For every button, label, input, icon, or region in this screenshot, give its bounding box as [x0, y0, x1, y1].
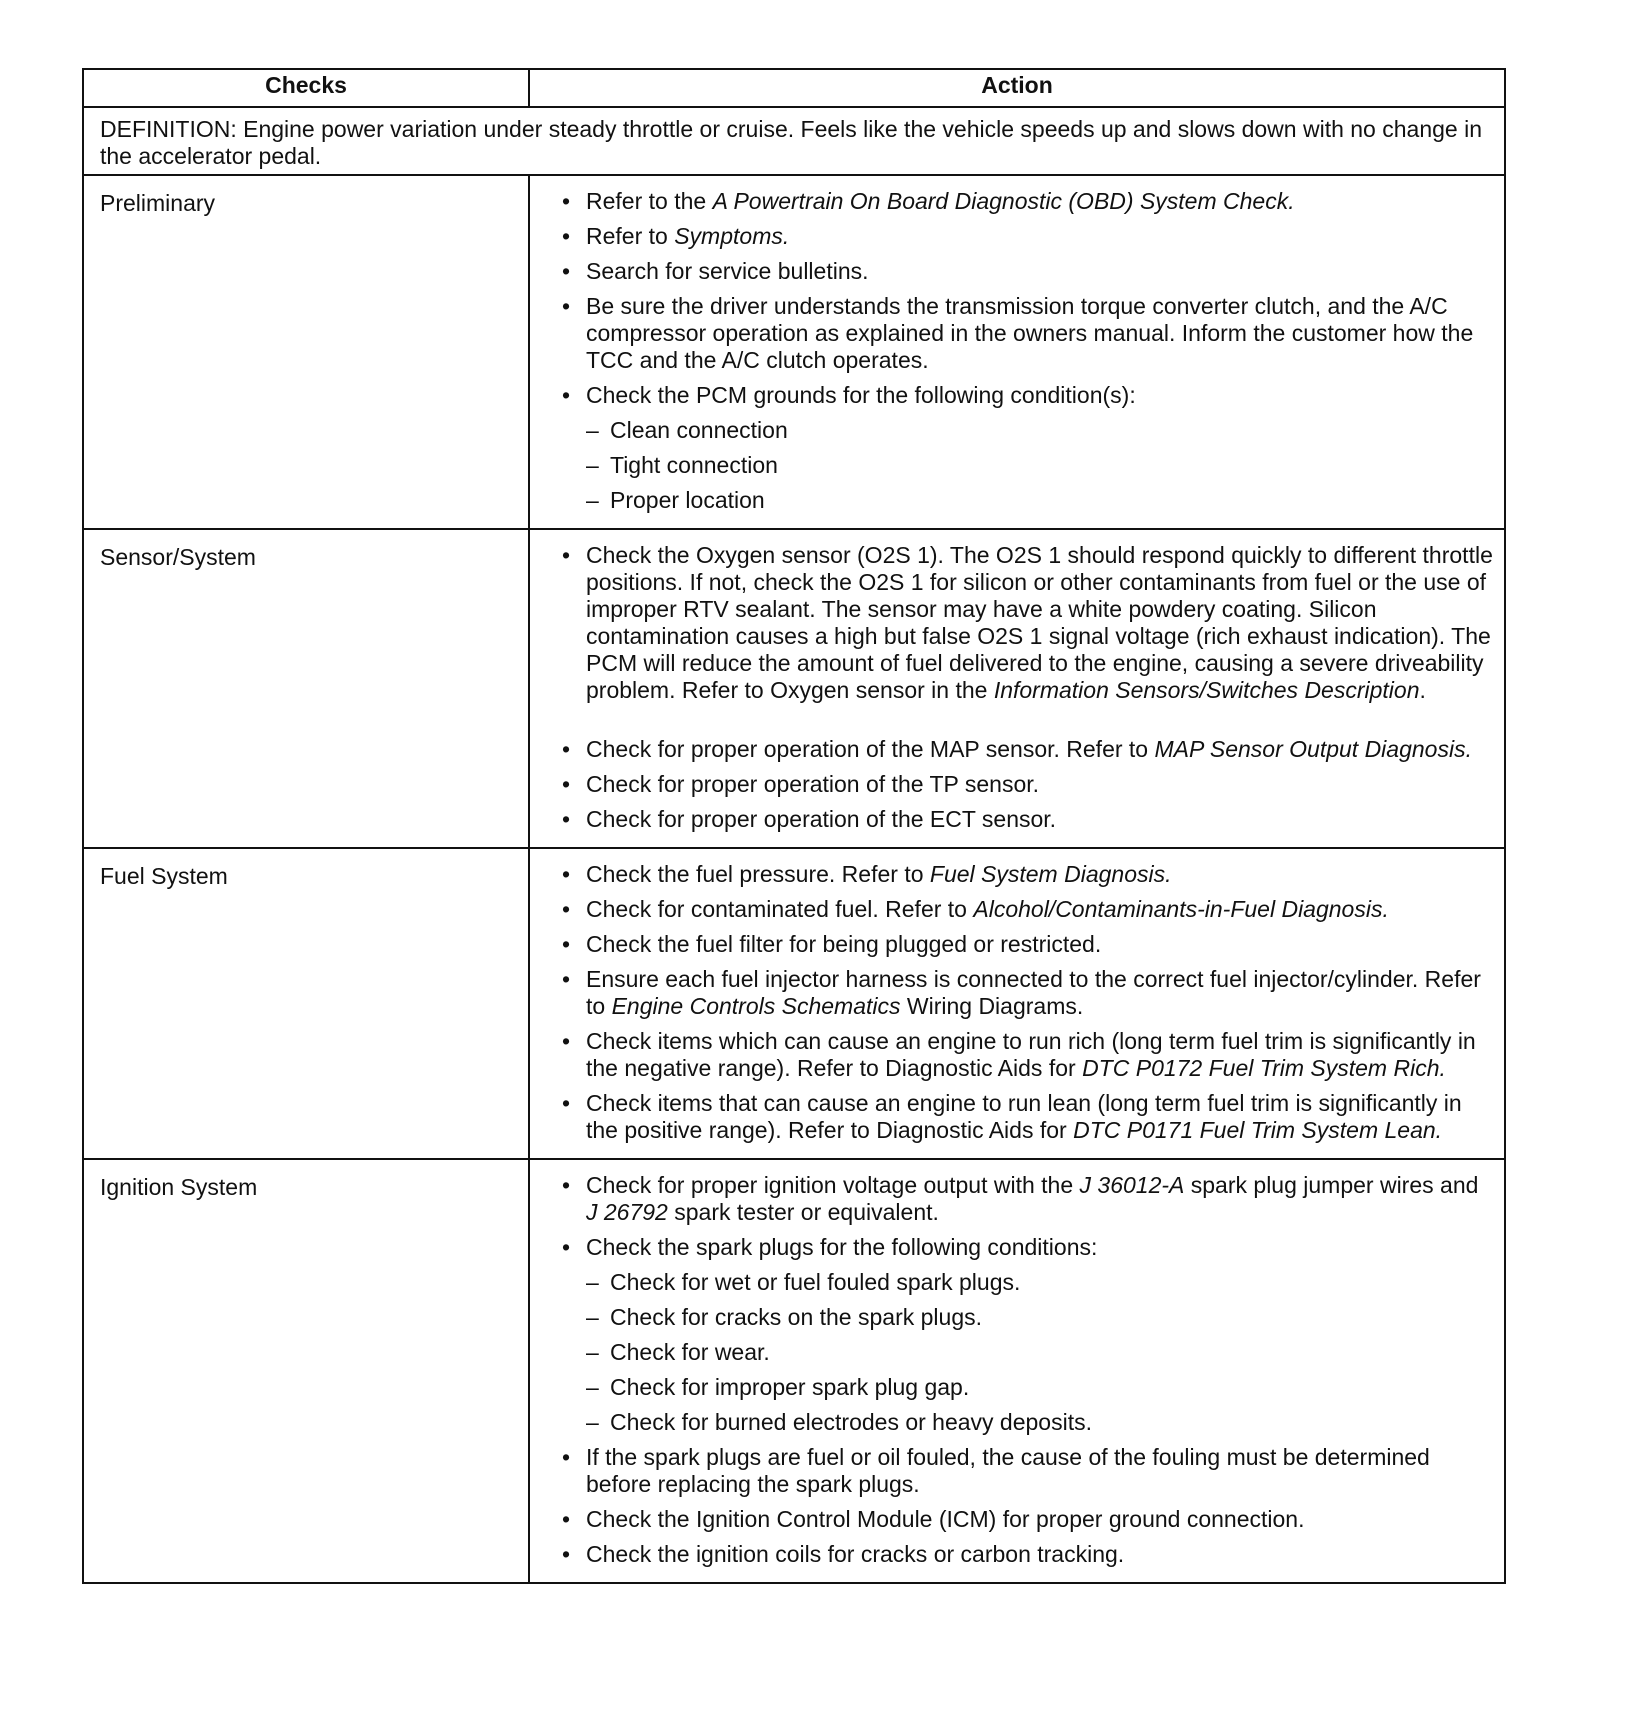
reference-link-text: Fuel System Diagnosis.: [929, 861, 1172, 887]
text-run: Check for proper operation of the MAP sensor. Refer to: [586, 736, 1155, 762]
action-item: [560, 542, 1494, 704]
action-item: [560, 293, 1494, 374]
bullet-glyph: •: [562, 771, 571, 797]
action-text: [586, 966, 1481, 1019]
dash-glyph: –: [586, 1339, 599, 1365]
dash-glyph: –: [586, 1409, 599, 1435]
sub-item: [586, 1374, 1494, 1401]
bullet-glyph: •: [562, 258, 571, 284]
reference-link-text: Symptoms.: [674, 223, 790, 249]
sub-item-text: Check for improper spark plug gap.: [610, 1374, 970, 1400]
action-item: [560, 1172, 1494, 1226]
action-item: [560, 736, 1494, 763]
action-list: [560, 861, 1494, 1144]
text-run: Check for proper operation of the ECT sensor.: [586, 806, 1057, 832]
action-list: [560, 188, 1494, 514]
sub-item: [586, 1269, 1494, 1296]
text-run: Check the fuel pressure. Refer to: [586, 861, 930, 887]
action-text: [586, 896, 1389, 922]
bullet-glyph: •: [562, 966, 571, 992]
bullet-glyph: •: [562, 1234, 571, 1260]
action-text: [586, 1090, 1462, 1143]
sub-item: [586, 1409, 1494, 1436]
text-run: Check for proper operation of the TP sensor.: [586, 771, 1040, 797]
diagnostic-table: [82, 68, 1506, 1584]
action-item: [560, 1234, 1494, 1436]
sub-item-text: Check for cracks on the spark plugs.: [610, 1304, 982, 1330]
action-item: [560, 931, 1494, 958]
action-text: [586, 382, 1136, 408]
table-body: [83, 107, 1505, 1583]
action-item: [560, 223, 1494, 250]
reference-link-text: DTC P0171 Fuel Trim System Lean.: [1073, 1117, 1443, 1143]
sub-item-text: Check for wet or fuel fouled spark plugs.: [610, 1269, 1021, 1295]
sub-list: [586, 417, 1494, 514]
bullet-glyph: •: [562, 861, 571, 887]
action-text: [586, 806, 1056, 832]
text-run: Be sure the driver understands the transmission torque converter clutch, and the A/C compressor operation as explained in the owners manual. Inform the customer how the TCC and the A/C clutch operates.: [586, 293, 1474, 373]
sub-item: [586, 417, 1494, 444]
action-text: [586, 1172, 1478, 1225]
bullet-glyph: •: [562, 223, 571, 249]
action-item: [560, 1541, 1494, 1568]
action-text: [586, 736, 1472, 762]
action-text: [586, 1506, 1304, 1532]
reference-link-text: DTC P0172 Fuel Trim System Rich.: [1082, 1055, 1446, 1081]
bullet-glyph: •: [562, 806, 571, 832]
bullet-glyph: •: [562, 1541, 571, 1567]
action-cell: [529, 848, 1505, 1159]
table-row: [83, 1159, 1505, 1583]
text-run: .: [1419, 677, 1426, 703]
text-run: Search for service bulletins.: [586, 258, 869, 284]
action-item: [560, 382, 1494, 514]
action-list: [560, 542, 1494, 833]
reference-link-text: Information Sensors/Switches Description: [993, 677, 1420, 703]
text-run: If the spark plugs are fuel or oil fouled, the cause of the fouling must be determined before replacing the spark plugs.: [586, 1444, 1430, 1497]
text-run: Check the PCM grounds for the following condition(s):: [586, 382, 1136, 408]
action-item: [560, 1090, 1494, 1144]
text-run: Refer to the: [586, 188, 713, 214]
action-item: [560, 1506, 1494, 1533]
action-item: [560, 188, 1494, 215]
action-header: Action: [529, 69, 1505, 107]
text-run: Check the ignition coils for cracks or carbon tracking.: [586, 1541, 1125, 1567]
reference-link-text: MAP Sensor Output Diagnosis.: [1154, 736, 1472, 762]
sub-list: [586, 1269, 1494, 1436]
bullet-glyph: •: [562, 931, 571, 957]
reference-link-text: A Powertrain On Board Diagnostic (OBD) System Check.: [712, 188, 1295, 214]
bullet-glyph: •: [562, 1028, 571, 1054]
action-cell: [529, 1159, 1505, 1583]
check-category: Preliminary: [83, 175, 529, 529]
action-item: [560, 966, 1494, 1020]
bullet-glyph: •: [562, 1172, 571, 1198]
text-run: Check items that can cause an engine to run lean (long term fuel trim is significantly in the positive range). Refer to Diagnostic Aids for: [586, 1090, 1462, 1143]
table-row: [83, 848, 1505, 1159]
action-item: [560, 771, 1494, 798]
text-run: Check items which can cause an engine to run rich (long term fuel trim is significantly in the negative range). Refer to Diagnostic Aids for: [586, 1028, 1476, 1081]
reference-link-text: J 26792: [586, 1199, 668, 1225]
action-item: [560, 1444, 1494, 1498]
action-item: [560, 258, 1494, 285]
action-text: [586, 223, 789, 249]
check-category: Sensor/System: [83, 529, 529, 848]
action-item: [560, 1028, 1494, 1082]
bullet-glyph: •: [562, 1090, 571, 1116]
action-text: [586, 188, 1295, 214]
sub-item-text: Check for burned electrodes or heavy deposits.: [610, 1409, 1092, 1435]
bullet-glyph: •: [562, 382, 571, 408]
sub-item-text: Clean connection: [610, 417, 788, 443]
action-text: [586, 771, 1039, 797]
dash-glyph: –: [586, 452, 599, 478]
sub-item-text: Proper location: [610, 487, 765, 513]
text-run: Check for contaminated fuel. Refer to: [586, 896, 974, 922]
text-run: Check the spark plugs for the following conditions:: [586, 1234, 1098, 1260]
sub-item: [586, 487, 1494, 514]
sub-item-text: Check for wear.: [610, 1339, 770, 1365]
definition-text: DEFINITION: Engine power variation under steady throttle or cruise. Feels like the vehicle speeds up and slows down with no change in the accelerator pedal.: [83, 107, 1505, 175]
bullet-glyph: •: [562, 542, 571, 568]
text-run: spark tester or equivalent.: [667, 1199, 939, 1225]
dash-glyph: –: [586, 487, 599, 513]
text-run: Check the fuel filter for being plugged or restricted.: [586, 931, 1102, 957]
dash-glyph: –: [586, 1304, 599, 1330]
bullet-glyph: •: [562, 896, 571, 922]
action-text: [586, 1234, 1097, 1260]
text-run: spark plug jumper wires and: [1184, 1172, 1479, 1198]
action-text: [586, 258, 869, 284]
text-run: Check the Ignition Control Module (ICM) for proper ground connection.: [586, 1506, 1305, 1532]
table-row: [83, 175, 1505, 529]
dash-glyph: –: [586, 1374, 599, 1400]
check-category: Ignition System: [83, 1159, 529, 1583]
action-cell: [529, 529, 1505, 848]
action-cell: [529, 175, 1505, 529]
text-run: Check for proper ignition voltage output with the: [586, 1172, 1080, 1198]
sub-item: [586, 1339, 1494, 1366]
bullet-glyph: •: [562, 188, 571, 214]
reference-link-text: Engine Controls Schematics: [611, 993, 901, 1019]
sub-item: [586, 452, 1494, 479]
bullet-glyph: •: [562, 1444, 571, 1470]
sub-item-text: Tight connection: [610, 452, 778, 478]
text-run: Refer to: [586, 223, 675, 249]
text-run: Check the Oxygen sensor (O2S 1). The O2S 1 should respond quickly to different throttle positions. If not, check the O2S 1 for silicon or other contaminants from fuel or the use of improper RTV sealant. The sensor may have a white powdery coating. Silicon contamination causes a high but false O2S 1 signal voltage (rich exhaust indication). The PCM will reduce the amount of fuel delivered to the engine, causing a severe driveability problem. Refer to Oxygen sensor in the: [586, 542, 1493, 703]
reference-link-text: J 36012-A: [1079, 1172, 1185, 1198]
bullet-glyph: •: [562, 293, 571, 319]
action-text: [586, 542, 1493, 703]
checks-header: Checks: [83, 69, 529, 107]
sub-item: [586, 1304, 1494, 1331]
bullet-glyph: •: [562, 1506, 571, 1532]
action-list: [560, 1172, 1494, 1568]
text-run: Wiring Diagrams.: [900, 993, 1084, 1019]
action-text: [586, 931, 1101, 957]
action-text: [586, 861, 1171, 887]
action-item: [560, 806, 1494, 833]
table-row: [83, 529, 1505, 848]
dash-glyph: –: [586, 417, 599, 443]
bullet-glyph: •: [562, 736, 571, 762]
dash-glyph: –: [586, 1269, 599, 1295]
reference-link-text: Alcohol/Contaminants-in-Fuel Diagnosis.: [973, 896, 1389, 922]
action-text: [586, 1541, 1124, 1567]
action-text: [586, 1444, 1430, 1497]
action-item: [560, 861, 1494, 888]
check-category: Fuel System: [83, 848, 529, 1159]
definition-row: [83, 107, 1505, 175]
action-item: [560, 896, 1494, 923]
action-text: [586, 1028, 1476, 1081]
text-run: Ensure each fuel injector harness is connected to the correct fuel injector/cylinder. Refer to: [586, 966, 1481, 1019]
header-row: [83, 69, 1505, 107]
action-text: [586, 293, 1473, 373]
